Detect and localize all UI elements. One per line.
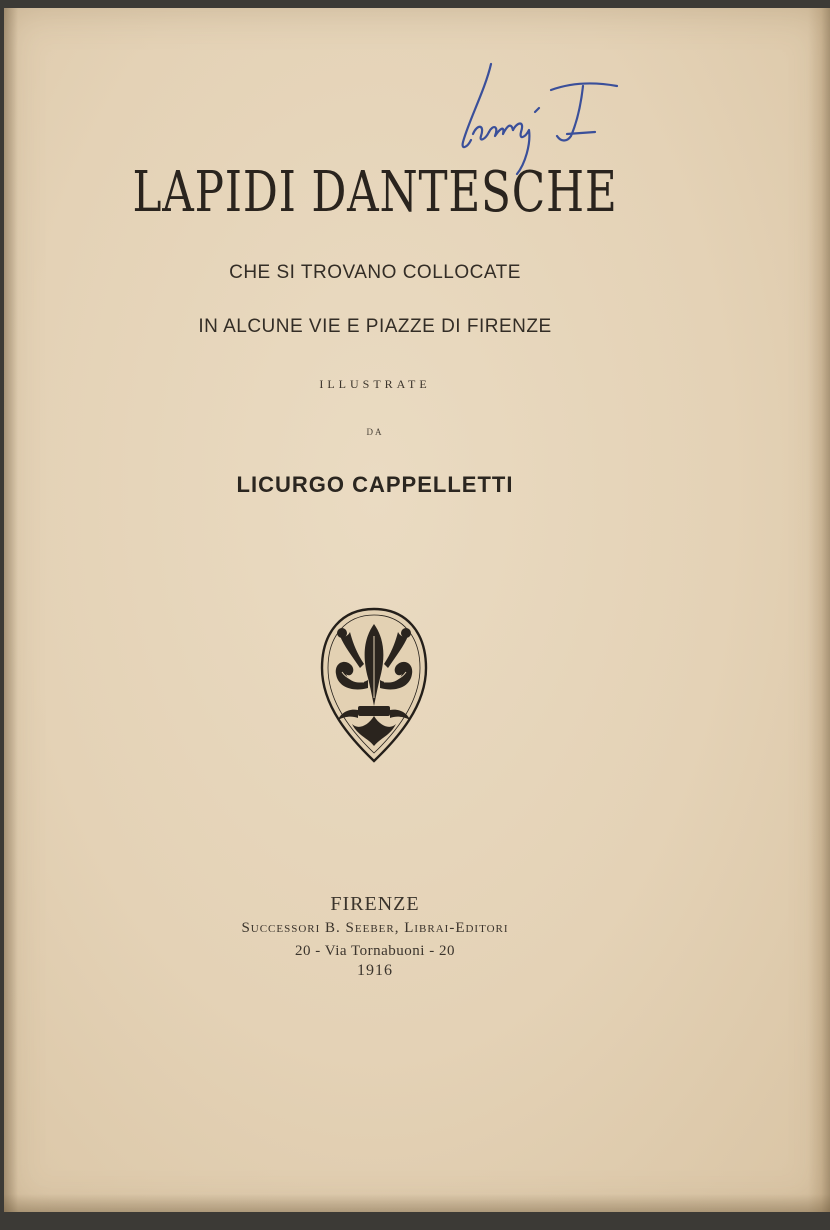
imprint-city: FIRENZE	[330, 893, 420, 915]
subtitle-line-2: IN ALCUNE VIE E PIAZZE DI FIRENZE	[198, 316, 552, 337]
imprint-publisher: Successori B. Seeber, Librai-Editori	[241, 920, 509, 936]
subtitle-line-1: CHE SI TROVANO COLLOCATE	[229, 262, 521, 283]
paper-shadow-left	[4, 8, 18, 1212]
book-title: LAPIDI DANTESCHE	[132, 160, 618, 225]
illustrated-label: ILLUSTRATE	[319, 377, 431, 391]
paper-shadow-right	[808, 8, 830, 1212]
paper-shadow-bottom	[4, 1194, 830, 1212]
florentine-lily-shield-icon	[318, 606, 430, 764]
imprint-address: 20 - Via Tornabuoni - 20	[295, 943, 455, 959]
imprint-year: 1916	[357, 962, 393, 979]
author-name: LICURGO CAPPELLETTI	[236, 472, 514, 497]
by-label: DA	[366, 427, 384, 437]
